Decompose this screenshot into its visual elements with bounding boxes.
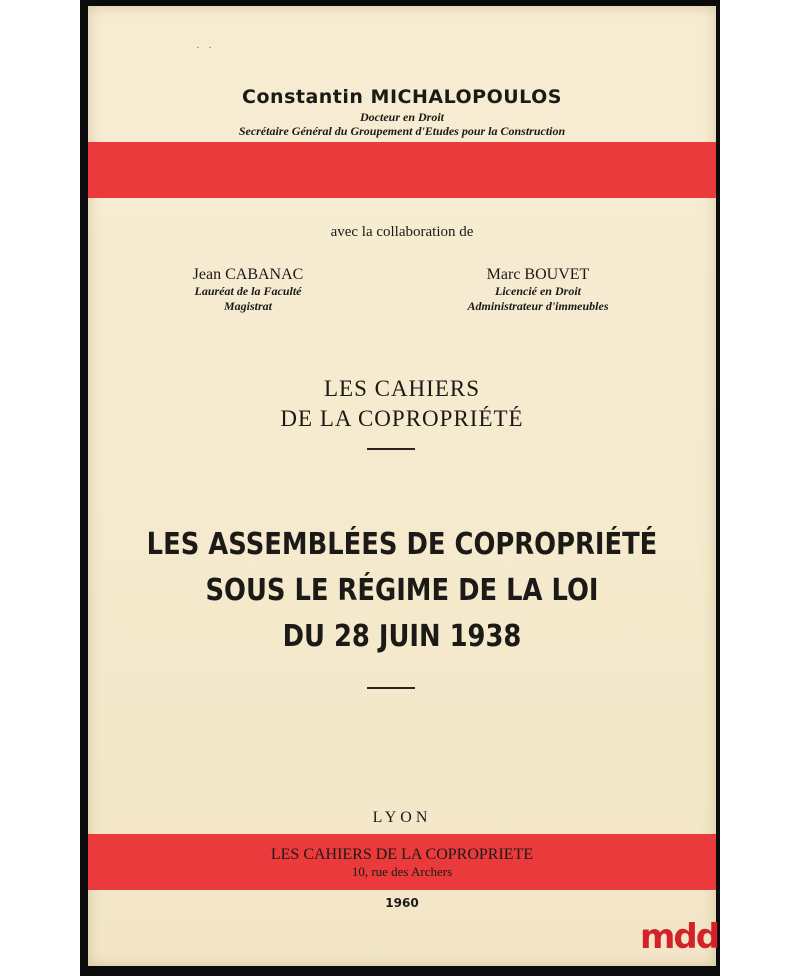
mdd-logo xyxy=(640,917,740,976)
collaborator-2 xyxy=(428,266,648,314)
series-title-line-2: DE LA COPROPRIÉTÉ xyxy=(280,406,524,431)
publisher-name: LES CAHIERS DE LA COPROPRIETE xyxy=(270,846,534,863)
book-title-line-3: DU 28 JUIN 1938 xyxy=(282,619,522,654)
collaborator-title: Licencié en Droit xyxy=(495,284,581,298)
collaboration-label: avec la collaboration de xyxy=(330,224,474,240)
paper-specks: · · xyxy=(196,42,216,54)
divider xyxy=(367,687,415,689)
book-title-line-2: SOUS LE RÉGIME DE LA LOI xyxy=(205,573,599,608)
red-band-top xyxy=(88,142,716,198)
publication-city: LYON xyxy=(372,809,432,826)
author-name: Constantin MICHALOPOULOS xyxy=(242,86,562,108)
collaborator-role: Administrateur d'immeubles xyxy=(467,299,609,313)
collaborator-1 xyxy=(148,266,348,314)
collaborator-name: Jean CABANAC xyxy=(192,266,304,283)
collaborator-role: Magistrat xyxy=(223,299,272,313)
book-cover xyxy=(88,6,716,966)
collaborator-name: Marc BOUVET xyxy=(486,266,590,283)
publisher-address: 10, rue des Archers xyxy=(351,864,453,879)
collaborator-title: Lauréat de la Faculté xyxy=(194,284,302,298)
divider xyxy=(367,448,415,450)
book-title-line-1: LES ASSEMBLÉES DE COPROPRIÉTÉ xyxy=(146,527,658,562)
logo-text: mdd xyxy=(640,917,719,957)
author-degree: Docteur en Droit xyxy=(360,110,444,124)
series-title-line-1: LES CAHIERS xyxy=(323,376,481,401)
publication-year: 1960 xyxy=(385,896,419,910)
author-position: Secrétaire Général du Groupement d'Etudes pour la Construction xyxy=(238,124,566,138)
